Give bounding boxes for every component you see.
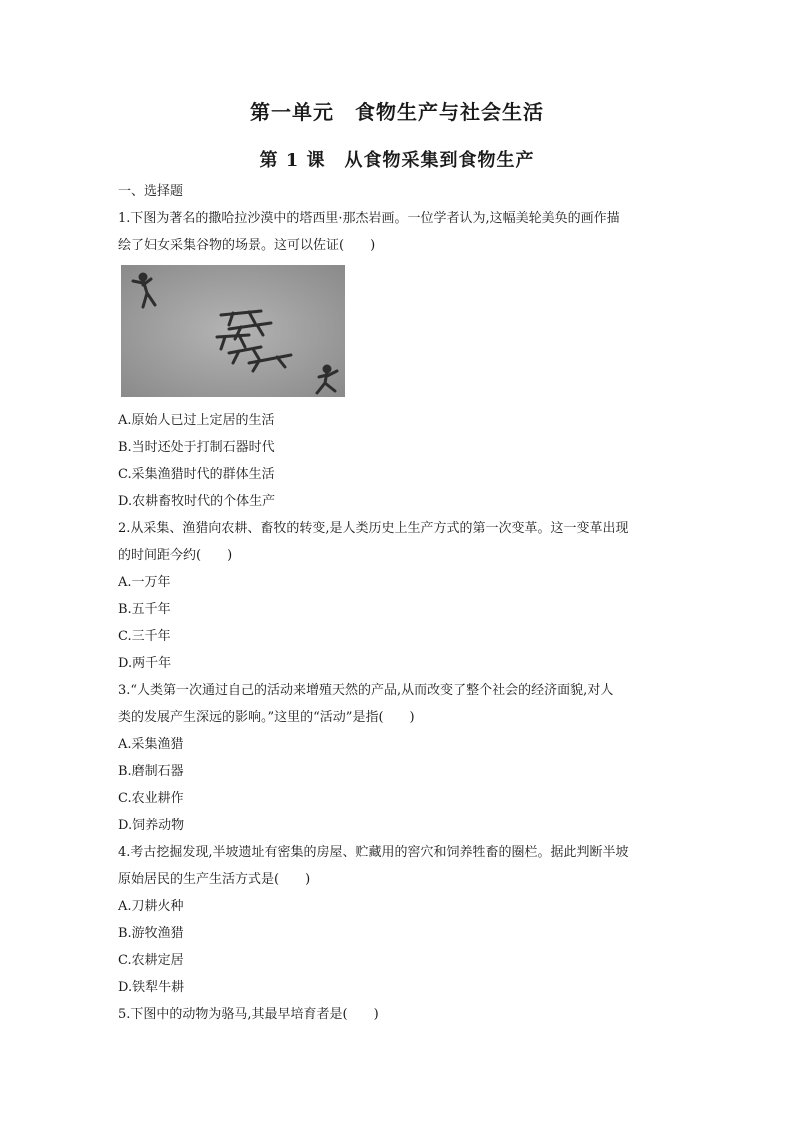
option-d: D.铁犁牛耕 [118,980,185,995]
option-c: C.农业耕作 [118,791,184,806]
question-stem-line: 2.从采集、渔猎向农耕、畜牧的转变,是人类历史上生产方式的第一次变革。这一变革出现 [118,521,629,536]
option-d: D.两千年 [118,656,172,671]
option-b: B.五千年 [118,602,171,617]
option-d: D.农耕畜牧时代的个体生产 [118,494,276,509]
rock-painting-image [121,265,345,397]
question-1 [118,205,678,515]
question-stem-line: 1.下图为著名的撒哈拉沙漠中的塔西里·那杰岩画。一位学者认为,这幅美轮美奂的画作描 [118,211,620,226]
option-b: B.当时还处于打制石器时代 [118,440,275,455]
question-4 [118,839,678,1001]
question-list [118,205,678,1028]
question-stem-line: 3.“人类第一次通过自己的活动来增殖天然的产品,从而改变了整个社会的经济面貌,对人 [118,683,614,698]
question-stem-line: 的时间距今约( ) [118,548,233,563]
question-stem-line: 绘了妇女采集谷物的场景。这可以佐证( ) [118,238,376,253]
rock-painting-figures [121,265,345,397]
question-stem-line: 4.考古挖掘发现,半坡遗址有密集的房屋、贮藏用的窖穴和饲养牲畜的圈栏。据此判断半坡 [118,845,629,860]
option-a: A.原始人已过上定居的生活 [118,413,275,428]
option-b: B.游牧渔猎 [118,926,184,941]
question-2 [118,515,678,677]
unit-title: 第一单元 食物生产与社会生活 [250,100,544,124]
option-c: C.三千年 [118,629,171,644]
option-b: B.磨制石器 [118,764,184,779]
option-a: A.一万年 [118,575,171,590]
question-stem-line: 原始居民的生产生活方式是( ) [118,872,311,887]
question-3 [118,677,678,839]
option-a: A.刀耕火种 [118,899,184,914]
option-c: C.农耕定居 [118,953,184,968]
option-a: A.采集渔猎 [118,737,184,752]
lesson-title: 第 1 课 从食物采集到食物生产 [259,150,535,171]
option-d: D.饲养动物 [118,818,185,833]
question-5 [118,1001,678,1028]
section-heading: 一、选择题 [118,184,184,199]
question-stem-line: 类的发展产生深远的影响。”这里的“活动”是指( ) [118,710,415,725]
option-c: C.采集渔猎时代的群体生活 [118,467,275,482]
question-stem-line: 5.下图中的动物为骆马,其最早培育者是( ) [118,1007,379,1022]
